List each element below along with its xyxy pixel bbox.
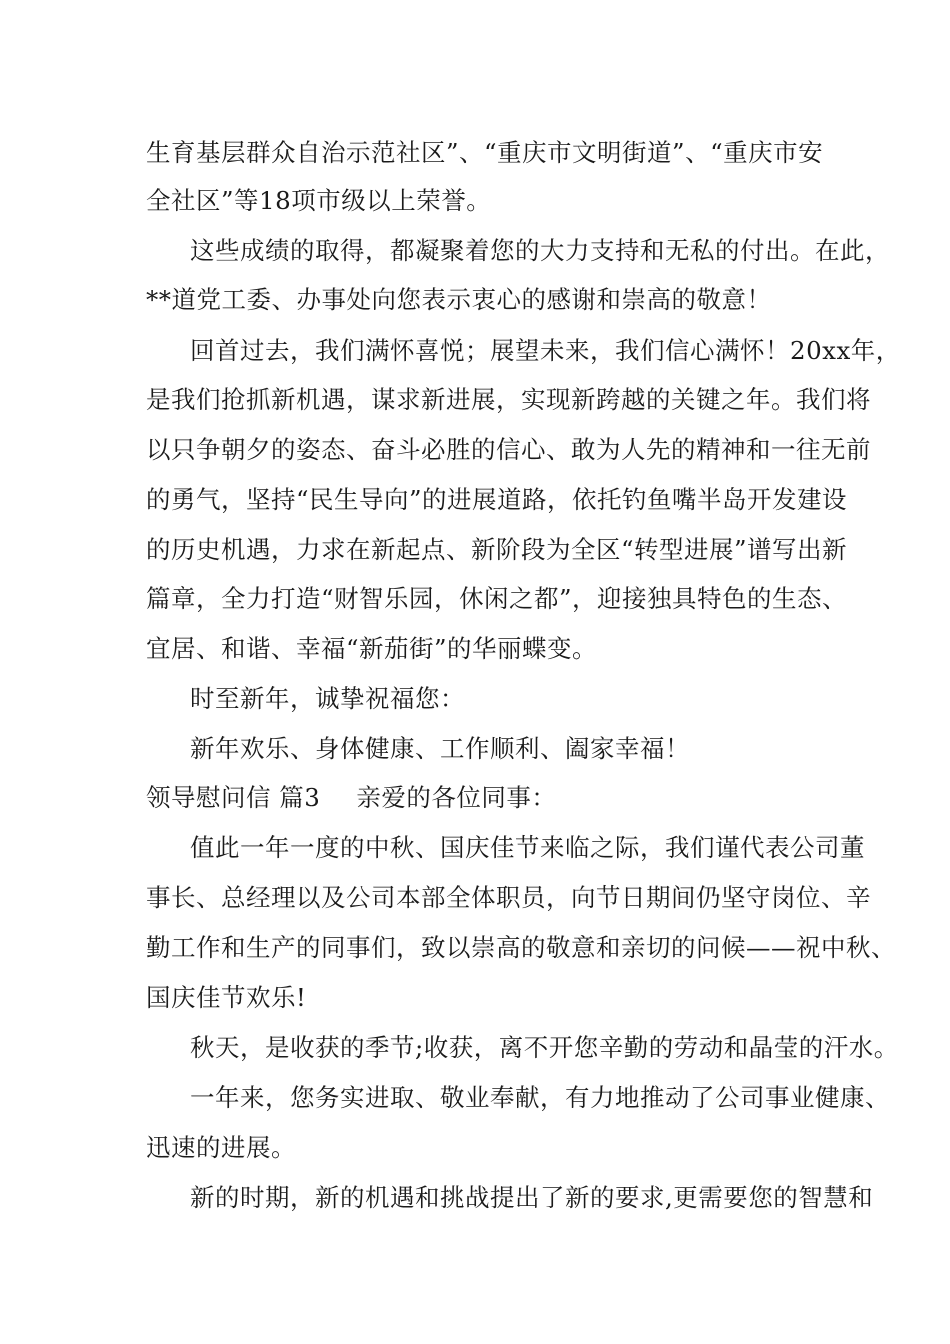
text-line: 篇章，全力打造“财智乐园，休闲之都”，迎接独具特色的生态、 <box>146 584 848 613</box>
paragraph-start: 回首过去，我们满怀喜悦；展望未来，我们信心满怀！20xx年， <box>190 336 901 365</box>
text-line: 生育基层群众自治示范社区”、“重庆市文明街道”、“重庆市安 <box>146 138 824 167</box>
paragraph-start: 一年来，您务实进取、敬业奉献，有力地推动了公司事业健康、 <box>190 1083 890 1112</box>
paragraph-start: 新年欢乐、身体健康、工作顺利、阖家幸福！ <box>190 734 690 763</box>
text-line: 以只争朝夕的姿态、奋斗必胜的信心、敢为人先的精神和一往无前 <box>146 435 871 464</box>
text-line: 的勇气，坚持“民生导向”的进展道路，依托钓鱼嘴半岛开发建设 <box>146 485 848 514</box>
text-line: 国庆佳节欢乐! <box>146 983 307 1012</box>
paragraph-start: 值此一年一度的中秋、国庆佳节来临之际，我们谨代表公司董 <box>190 833 865 862</box>
text-line: 全社区”等18项市级以上荣誉。 <box>146 186 492 215</box>
text-line: 的历史机遇，力求在新起点、新阶段为全区“转型进展”谱写出新 <box>146 535 848 564</box>
text-line: 是我们抢抓新机遇，谋求新进展，实现新跨越的关键之年。我们将 <box>146 385 871 414</box>
paragraph-start: 时至新年，诚挚祝福您： <box>190 684 465 713</box>
paragraph-start: 这些成绩的取得，都凝聚着您的大力支持和无私的付出。在此， <box>190 236 890 265</box>
paragraph-start: 秋天，是收获的季节;收获，离不开您辛勤的劳动和晶莹的汗水。 <box>190 1033 899 1062</box>
paragraph-start: 新的时期，新的机遇和挑战提出了新的要求,更需要您的智慧和 <box>190 1183 874 1212</box>
text-line: 勤工作和生产的同事们，致以崇高的敬意和亲切的问候——祝中秋、 <box>146 933 896 962</box>
text-line: **道党工委、办事处向您表示衷心的感谢和崇高的敬意！ <box>146 285 772 314</box>
text-line: 事长、总经理以及公司本部全体职员，向节日期间仍坚守岗位、辛 <box>146 883 871 912</box>
letter-heading <box>146 783 556 813</box>
letter-title: 领导慰问信 篇3 <box>146 783 321 812</box>
text-line: 宜居、和谐、幸福“新茄街”的华丽蝶变。 <box>146 634 598 663</box>
text-line: 迅速的进展。 <box>146 1133 296 1162</box>
letter-salutation: 亲爱的各位同事： <box>356 783 557 812</box>
